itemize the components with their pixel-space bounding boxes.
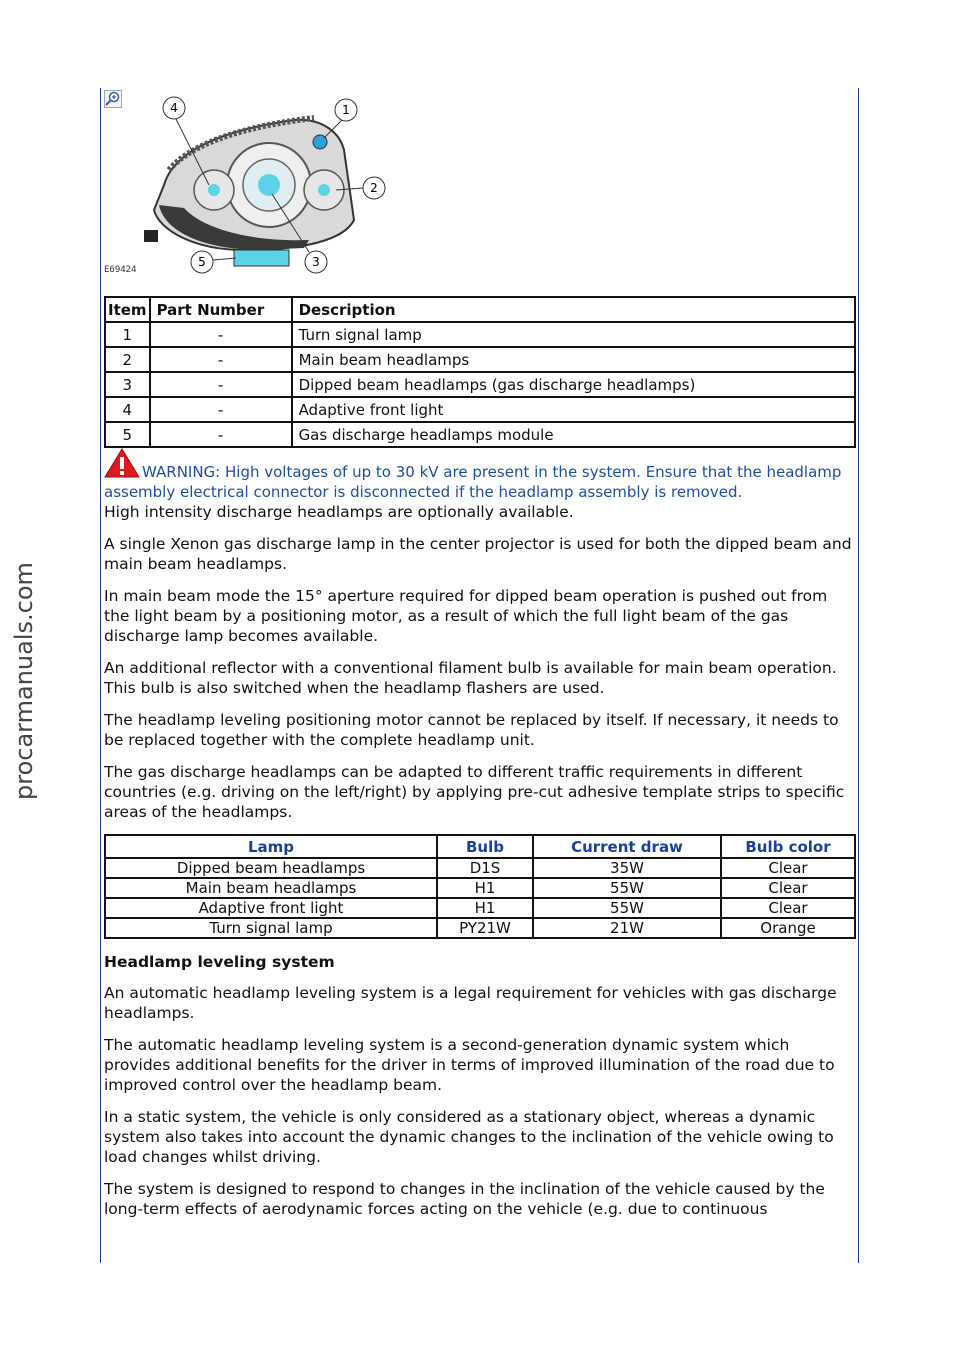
paragraph: The headlamp leveling positioning motor cannot be replaced by itself. If necessary, it needs to be replaced together with the complete headlamp unit. (104, 711, 839, 749)
left-margin-rule (100, 88, 101, 1263)
bulb-cell: PY21W (437, 918, 533, 938)
paragraph: A single Xenon gas discharge lamp in the center projector is used for both the dipped beam and main beam headlamps. (104, 535, 852, 573)
lamp-cell: Adaptive front light (105, 898, 437, 918)
warning-text: WARNING: High voltages of up to 30 kV are present in the system. Ensure that the headlamp assembly electrical connector is disconnected if the headlamp assembly is removed. (104, 463, 842, 501)
figure-reference: E69424 (104, 265, 137, 275)
item-cell: 2 (105, 347, 150, 372)
table-row (105, 322, 855, 347)
draw-cell: 21W (533, 918, 721, 938)
color-cell: Clear (721, 878, 855, 898)
color-cell: Orange (721, 918, 855, 938)
lamp-cell: Main beam headlamps (105, 878, 437, 898)
callout-1: 1 (342, 103, 350, 117)
paragraph: High intensity discharge headlamps are optionally available. (104, 503, 574, 521)
callout-5: 5 (198, 255, 206, 269)
paragraph: The gas discharge headlamps can be adapted to different traffic requirements in different countries (e.g. driving on the left/right) by applying pre-cut adhesive template strips to specific areas of the headlamps. (104, 763, 845, 821)
color-cell: Clear (721, 858, 855, 878)
header-current-draw: Current draw (533, 835, 721, 858)
paragraph: In main beam mode the 15° aperture required for dipped beam operation is pushed out from the light beam by a positioning motor, as a result of which the full light beam of the gas discharge lamp becomes available. (104, 587, 828, 645)
bulb-cell: D1S (437, 858, 533, 878)
parts-header-row (105, 297, 855, 322)
header-lamp: Lamp (105, 835, 437, 858)
part-cell: - (150, 397, 292, 422)
header-bulb: Bulb (437, 835, 533, 858)
part-cell: - (150, 322, 292, 347)
parts-table (104, 296, 856, 448)
table-row (105, 858, 855, 878)
table-row (105, 918, 855, 938)
page-content (104, 90, 856, 1231)
headlamp-figure (104, 90, 404, 282)
callout-2: 2 (370, 181, 378, 195)
part-cell: - (150, 372, 292, 397)
table-row (105, 878, 855, 898)
draw-cell: 35W (533, 858, 721, 878)
callout-3: 3 (312, 255, 320, 269)
table-row (105, 422, 855, 447)
desc-cell: Turn signal lamp (292, 322, 855, 347)
bulb-cell: H1 (437, 878, 533, 898)
table-row (105, 397, 855, 422)
callout-4: 4 (170, 101, 178, 115)
item-cell: 4 (105, 397, 150, 422)
desc-cell: Adaptive front light (292, 397, 855, 422)
paragraph: In a static system, the vehicle is only considered as a stationary object, whereas a dynamic system also takes into account the dynamic changes to the inclination of the vehicle owing to load changes whilst driving. (104, 1108, 834, 1166)
desc-cell: Dipped beam headlamps (gas discharge headlamps) (292, 372, 855, 397)
draw-cell: 55W (533, 898, 721, 918)
header-part-number: Part Number (150, 297, 292, 322)
header-description: Description (292, 297, 855, 322)
item-cell: 5 (105, 422, 150, 447)
bulb-header-row (105, 835, 855, 858)
draw-cell: 55W (533, 878, 721, 898)
item-cell: 1 (105, 322, 150, 347)
lamp-cell: Dipped beam headlamps (105, 858, 437, 878)
headlamp-illustration (104, 90, 404, 282)
table-row (105, 347, 855, 372)
bulb-cell: H1 (437, 898, 533, 918)
header-item: Item (105, 297, 150, 322)
paragraph: The system is designed to respond to changes in the inclination of the vehicle caused by the long-term effects of aerodynamic forces acting on the vehicle (e.g. due to continuous (104, 1180, 825, 1218)
side-watermark: procarmanuals.com (10, 562, 38, 800)
lamp-cell: Turn signal lamp (105, 918, 437, 938)
table-row (105, 898, 855, 918)
paragraph: An additional reflector with a conventional filament bulb is available for main beam operation. This bulb is also switched when the headlamp flashers are used. (104, 659, 837, 697)
bulb-table (104, 834, 856, 939)
part-cell: - (150, 347, 292, 372)
warning-block (104, 462, 856, 502)
section-heading: Headlamp leveling system (104, 953, 335, 971)
warning-icon (104, 448, 140, 478)
paragraph: The automatic headlamp leveling system is a second-generation dynamic system which provides additional benefits for the driver in terms of improved illumination of the road due to improved control over the headlamp beam. (104, 1036, 835, 1094)
desc-cell: Main beam headlamps (292, 347, 855, 372)
header-bulb-color: Bulb color (721, 835, 855, 858)
desc-cell: Gas discharge headlamps module (292, 422, 855, 447)
paragraph: An automatic headlamp leveling system is a legal requirement for vehicles with gas discharge headlamps. (104, 984, 837, 1022)
part-cell: - (150, 422, 292, 447)
table-row (105, 372, 855, 397)
item-cell: 3 (105, 372, 150, 397)
right-margin-rule (858, 88, 859, 1263)
color-cell: Clear (721, 898, 855, 918)
